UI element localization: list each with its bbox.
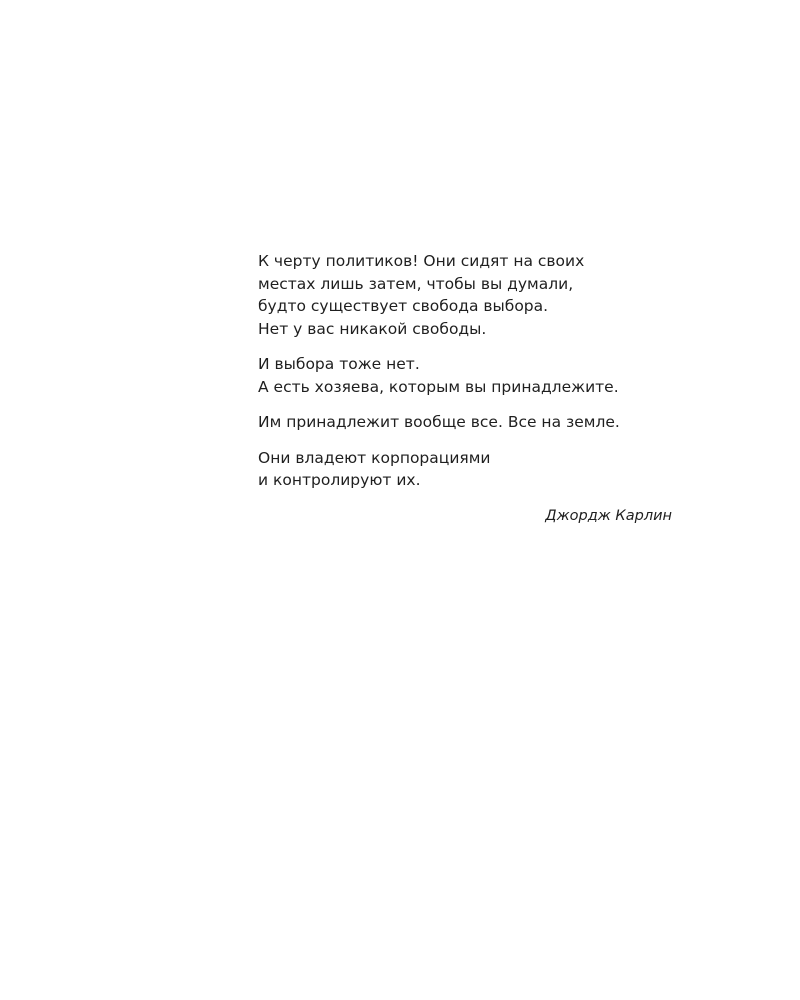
epigraph <box>258 250 678 527</box>
quote-line: Им принадлежит вообще все. Все на земле. <box>258 413 620 431</box>
stanza-4 <box>258 447 678 492</box>
quote-line: К черту политиков! Они сидят на своих <box>258 252 585 270</box>
stanza-2 <box>258 353 678 398</box>
quote-line: будто существует свобода выбора. <box>258 297 549 315</box>
quote-line: А есть хозяева, которым вы принадлежите. <box>258 377 619 396</box>
stanza-3 <box>258 411 678 434</box>
quote-author: Джордж Карлин <box>545 507 672 524</box>
stanza-1 <box>258 250 678 340</box>
quote-line: Они владеют корпорациями <box>258 448 491 467</box>
quote-line: и контролируют их. <box>258 471 421 489</box>
quote-line: И выбора тоже нет. <box>258 355 420 373</box>
quote-line: местах лишь затем, чтобы вы думали, <box>258 274 574 293</box>
quote-line: Нет у вас никакой свободы. <box>258 319 487 338</box>
